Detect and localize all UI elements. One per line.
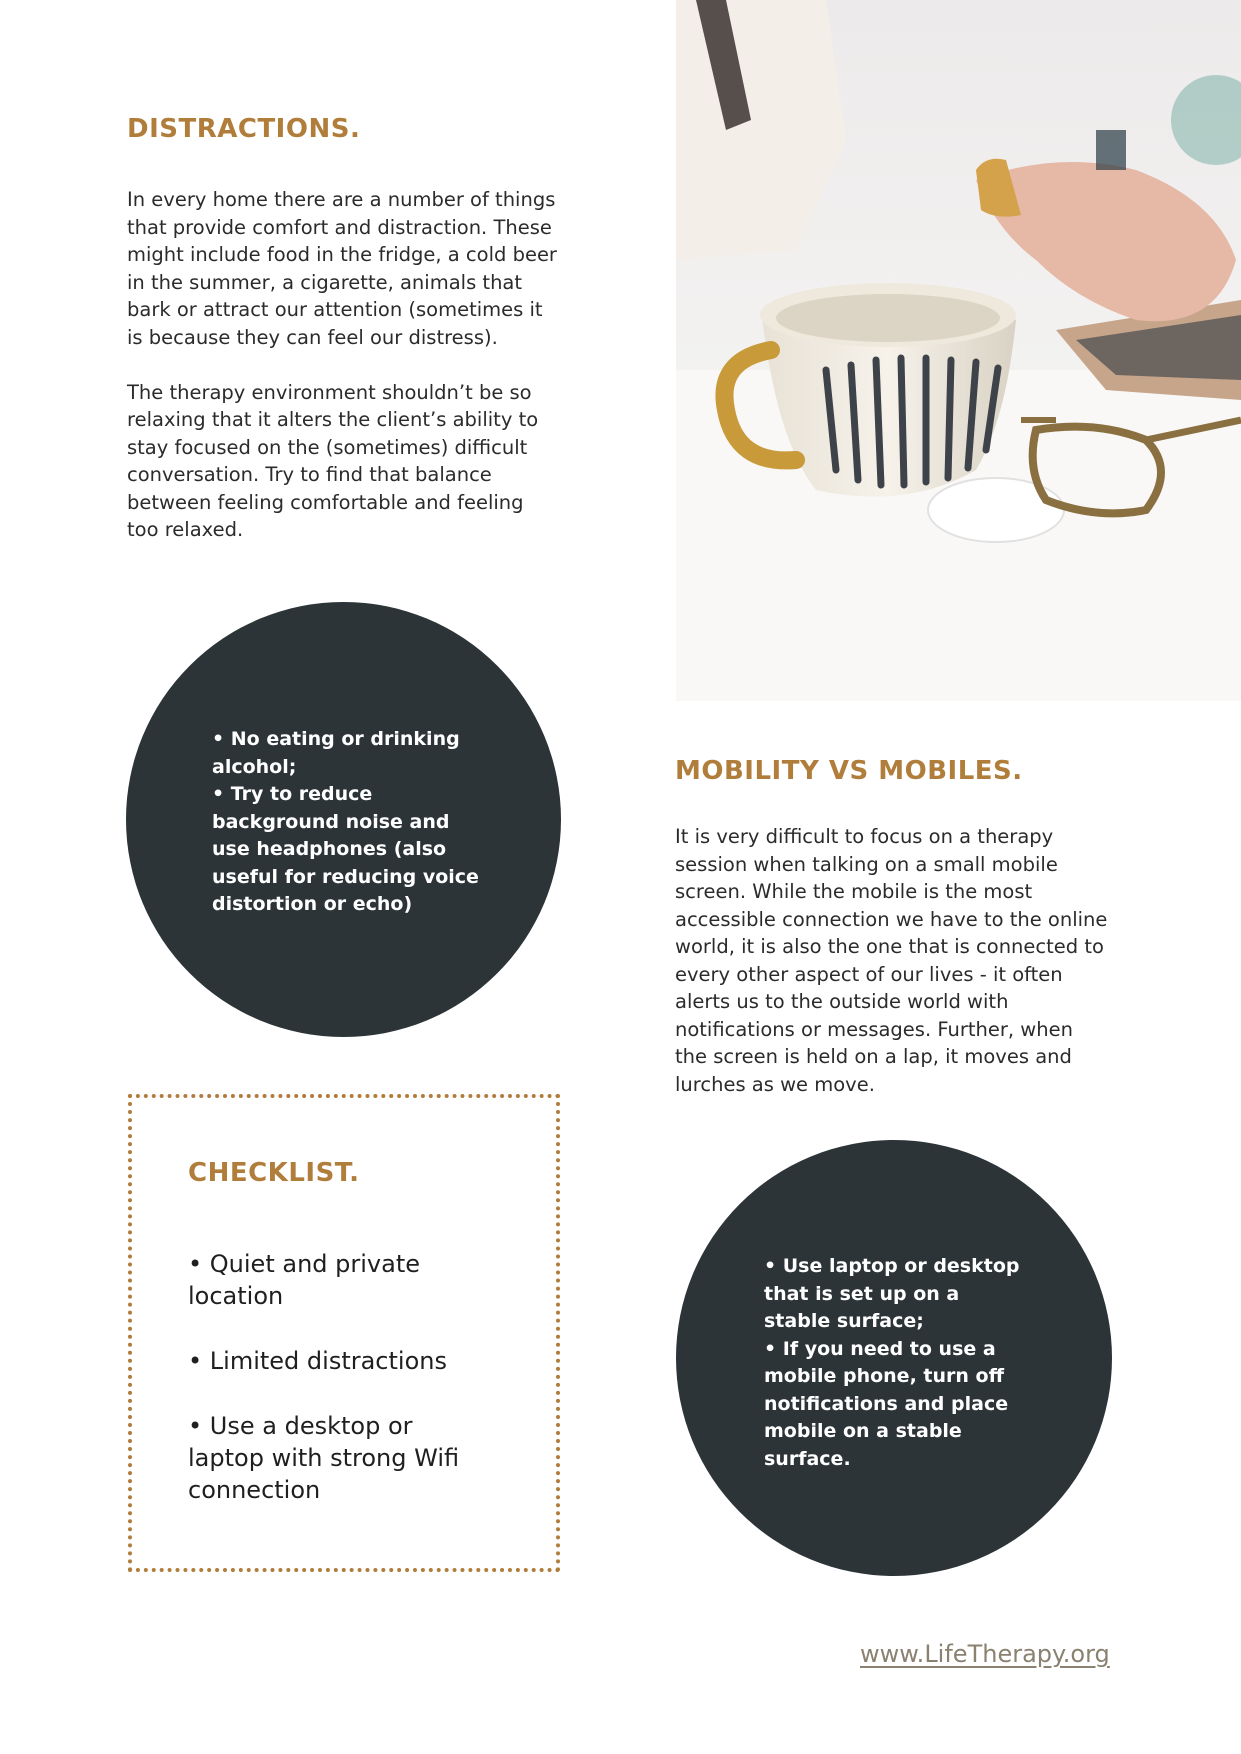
tip-item-use-laptop: • Use laptop or desktop that is set up on a stable surface; xyxy=(764,1255,1020,1332)
distractions-body xyxy=(127,186,557,544)
coffee-cup-laptop-photo-icon xyxy=(676,0,1241,701)
checklist-item-limited-distractions: • Limited distractions xyxy=(188,1347,447,1375)
checklist-heading: CHECKLIST. xyxy=(188,1158,360,1188)
mobility-heading: MOBILITY VS MOBILES. xyxy=(675,756,1023,786)
distractions-paragraph-1: In every home there are a number of things that provide comfort and distraction. These might include food in the fridge, a cold beer in the summer, a cigarette, animals that bark or attract our attention (sometimes it is because they can feel our distress). xyxy=(127,188,557,349)
mobility-paragraph: It is very difficult to focus on a therapy session when talking on a small mobile screen. While the mobile is the most accessible connection we have to the online world, it is also the one that is connected to every other aspect of our lives - it often alerts us to the outside world with notifications or messages. Further, when the screen is held on a lap, it moves and lurches as we move. xyxy=(675,825,1108,1096)
tip-item-no-alcohol: • No eating or drinking alcohol; xyxy=(212,728,460,778)
tip-item-mobile-notifications: • If you need to use a mobile phone, turn off notifications and place mobile on a stable surface. xyxy=(764,1337,1009,1470)
website-link[interactable]: www.LifeTherapy.org xyxy=(860,1640,1110,1668)
distractions-heading: DISTRACTIONS. xyxy=(127,114,361,144)
checklist-item-quiet-location: • Quiet and private location xyxy=(188,1250,420,1310)
distractions-paragraph-2: The therapy environment shouldn’t be so relaxing that it alters the client’s ability to stay focused on the (sometimes) difficult conversation. Try to find that balance between feeling comfortable and feeling too relaxed. xyxy=(127,380,539,541)
tip-circle-right-text xyxy=(764,1253,1029,1473)
paragraph-spacer xyxy=(127,351,557,379)
mobility-body xyxy=(675,823,1110,1098)
desk-photo xyxy=(676,0,1241,701)
tip-circle-left-text xyxy=(212,726,482,919)
checklist-item-desktop-wifi: • Use a desktop or laptop with strong Wifi connection xyxy=(188,1412,460,1504)
tip-item-reduce-noise: • Try to reduce background noise and use headphones (also useful for reducing voice distortion or echo) xyxy=(212,783,479,915)
